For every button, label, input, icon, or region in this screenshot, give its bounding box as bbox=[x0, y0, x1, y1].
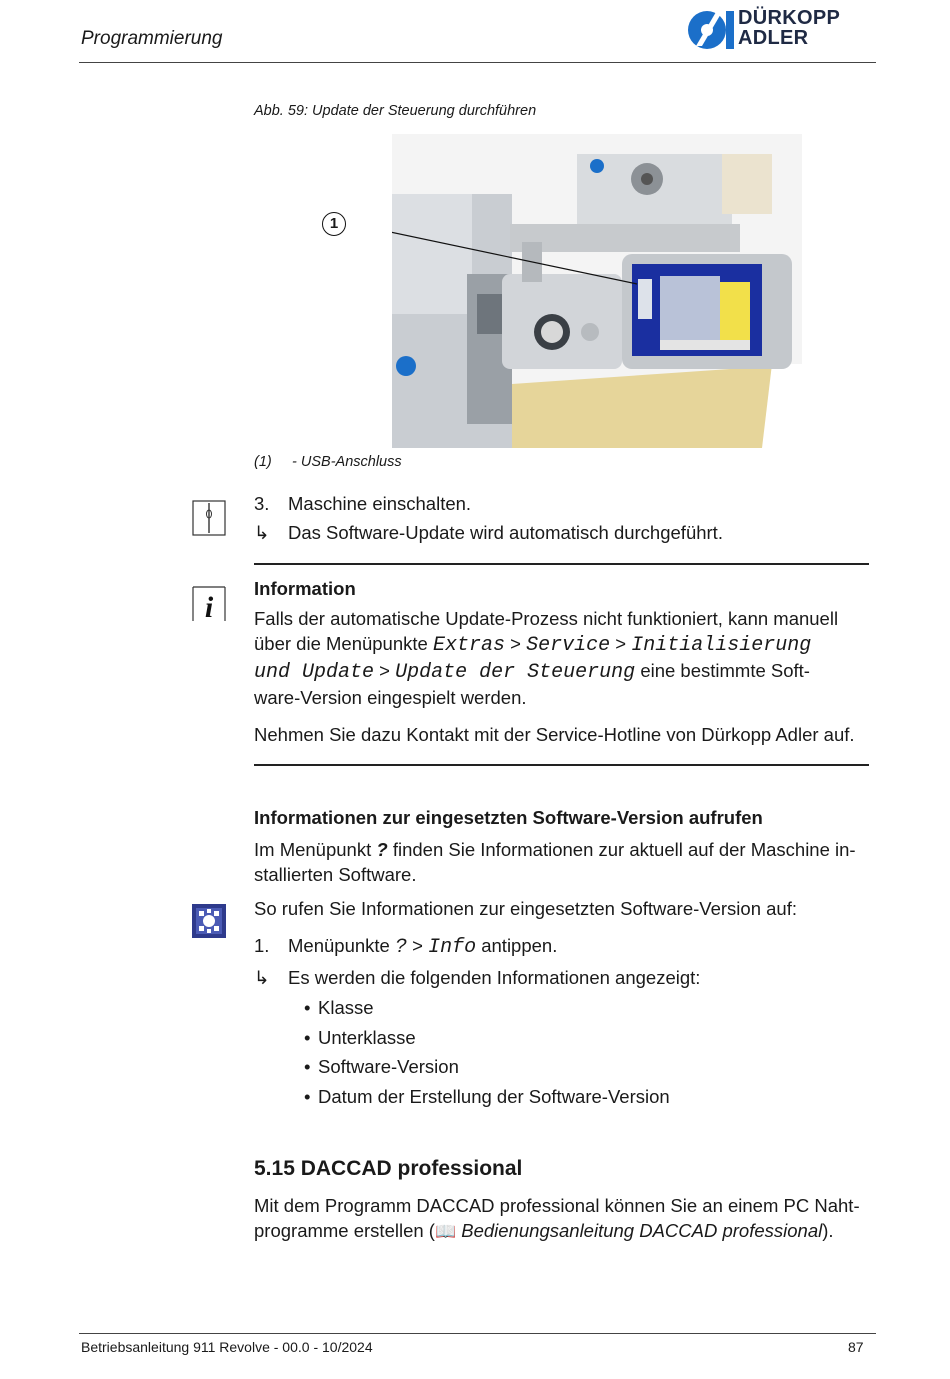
list-item: • Unterklasse bbox=[304, 1027, 416, 1048]
needle-icon bbox=[192, 500, 226, 534]
daccad-paragraph bbox=[254, 1193, 874, 1244]
list-item: • Datum der Erstellung der Software-Version bbox=[304, 1086, 670, 1107]
step-number: 3. bbox=[254, 493, 270, 514]
control-panel-icon bbox=[192, 904, 226, 938]
info-paragraph bbox=[254, 606, 869, 747]
list-item: • Software-Version bbox=[304, 1056, 459, 1077]
result-arrow-icon: ↳ bbox=[254, 967, 270, 988]
info-icon bbox=[192, 586, 226, 620]
logo-wordmark bbox=[738, 8, 840, 48]
step-3-result bbox=[254, 520, 723, 545]
software-p1-line1: Im Menüpunkt ? finden Sie Informationen zur aktuell auf der Maschine in- bbox=[254, 839, 856, 860]
footer-document-info: Betriebsanleitung 911 Revolve - 00.0 - 10/2024 bbox=[81, 1339, 373, 1355]
menu-path-service: Service bbox=[526, 634, 611, 657]
info-line-1: Falls der automatische Update-Prozess nicht funktioniert, kann manuell bbox=[254, 608, 839, 629]
menu-path-info: Info bbox=[428, 936, 477, 959]
menu-path-extras: Extras bbox=[432, 634, 505, 657]
info-heading: Information bbox=[254, 578, 356, 599]
svg-text:i: i bbox=[204, 591, 214, 622]
menu-path-und-update: und Update bbox=[254, 661, 375, 684]
question-menu-symbol: ? bbox=[376, 839, 388, 860]
info-line-2: über die Menüpunkte Extras > Service > Initialisierung bbox=[254, 633, 812, 657]
software-step-result: ↳ Es werden die folgenden Informationen angezeigt: bbox=[254, 967, 701, 988]
header-section-title: Programmierung bbox=[81, 28, 223, 49]
menu-path-question: ? bbox=[394, 936, 407, 959]
page-number: 87 bbox=[848, 1339, 864, 1355]
legend-text: - USB-Anschluss bbox=[292, 454, 402, 470]
step-text: Maschine einschalten. bbox=[288, 493, 472, 514]
logo-line2: ADLER bbox=[738, 27, 809, 49]
info-top-rule bbox=[254, 563, 869, 565]
figure-legend bbox=[254, 454, 402, 470]
software-p1-line2: stallierten Software. bbox=[254, 864, 417, 885]
figure-caption: Abb. 59: Update der Steuerung durchführen bbox=[254, 103, 537, 119]
software-paragraph-1 bbox=[254, 837, 874, 887]
software-section-heading: Informationen zur eingesetzten Software-Version aufrufen bbox=[254, 807, 763, 828]
daccad-line-2: programme erstellen (📖 Bedienungsanleitung DACCAD professional). bbox=[254, 1220, 834, 1241]
legend-number: (1) bbox=[254, 454, 272, 470]
menu-path-update-steuerung: Update der Steuerung bbox=[395, 661, 636, 684]
logo-mark-icon bbox=[686, 6, 736, 54]
info-line-5: Nehmen Sie dazu Kontakt mit der Service-Hotline von Dürkopp Adler auf. bbox=[254, 724, 855, 745]
info-line-3: und Update > Update der Steuerung eine bestimmte Soft- bbox=[254, 660, 810, 684]
daccad-line-1: Mit dem Programm DACCAD professional können Sie an einem PC Naht- bbox=[254, 1195, 860, 1216]
result-text: Das Software-Update wird automatisch durchgeführt. bbox=[288, 522, 723, 543]
section-heading-daccad: 5.15 DACCAD professional bbox=[254, 1157, 523, 1180]
callout-marker-1: 1 bbox=[322, 212, 346, 236]
software-paragraph-2: So rufen Sie Informationen zur eingesetzten Software-Version auf: bbox=[254, 898, 797, 919]
footer-divider bbox=[79, 1333, 876, 1334]
result-arrow-icon: ↳ bbox=[254, 522, 270, 543]
logo-line1: DÜRKOPP bbox=[738, 7, 841, 29]
step-3 bbox=[254, 491, 471, 516]
manual-reference: Bedienungsanleitung DACCAD professional bbox=[461, 1220, 823, 1241]
menu-path-initialisierung: Initialisierung bbox=[631, 634, 812, 657]
machine-photo bbox=[392, 134, 802, 448]
info-line-4: ware-Version eingespielt werden. bbox=[254, 687, 527, 708]
list-item: • Klasse bbox=[304, 997, 374, 1018]
info-bottom-rule bbox=[254, 764, 869, 766]
software-step-1: 1. Menüpunkte ? > Info antippen. bbox=[254, 935, 558, 959]
book-icon: 📖 bbox=[434, 1222, 457, 1241]
header-divider bbox=[79, 62, 876, 63]
